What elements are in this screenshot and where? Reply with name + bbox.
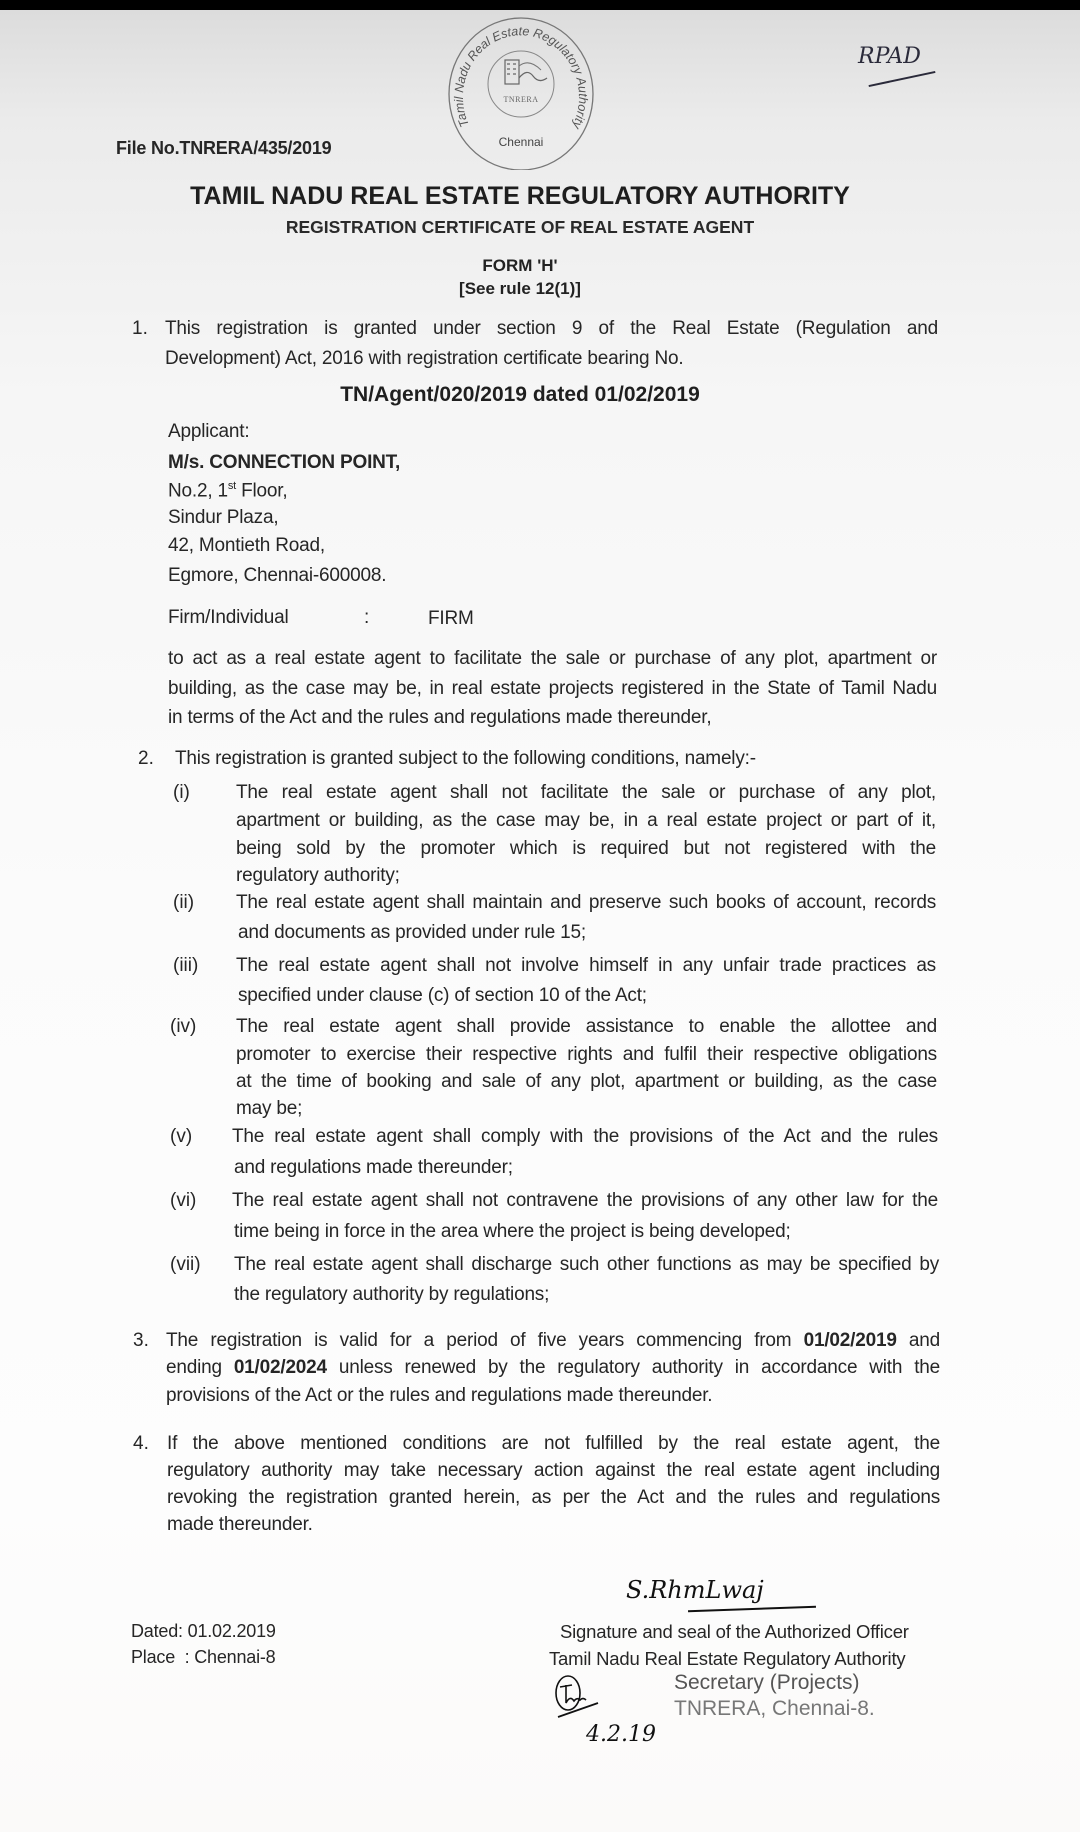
- condition-vii-label: (vii): [170, 1254, 201, 1275]
- address-line-4: Egmore, Chennai-600008.: [168, 565, 387, 586]
- para-1-number: 1.: [132, 318, 148, 339]
- para-4-line: regulatory authority may take necessary action against the real estate agent including: [167, 1460, 940, 1481]
- condition-vi-label: (vi): [170, 1190, 197, 1211]
- condition-i-line: apartment or building, as the case may be, in a real estate project or part of it,: [236, 810, 936, 831]
- firm-individual-separator: :: [364, 607, 370, 628]
- condition-iii-label: (iii): [173, 955, 199, 976]
- para-4-line: revoking the registration granted herein, as per the Act and the rules and regulations: [167, 1487, 940, 1508]
- para-3-line-2: ending 01/02/2024 unless renewed by the regulatory authority in accordance with the: [166, 1357, 941, 1378]
- rule-reference: [See rule 12(1)]: [459, 279, 581, 298]
- condition-iii-line: The real estate agent shall not involve himself in any unfair trade practices as: [236, 955, 936, 976]
- condition-iv-line: at the time of booking and sale of any plot, apartment or building, as the case: [236, 1071, 937, 1092]
- condition-ii-line: and documents as provided under rule 15;: [238, 922, 586, 943]
- initials-mark-icon: [550, 1673, 620, 1723]
- para-1-line-1: This registration is granted under section 9 of the Real Estate (Regulation and: [165, 318, 938, 339]
- condition-vii-line: the regulatory authority by regulations;: [234, 1284, 550, 1305]
- svg-text:Tamil Nadu Real Estate Regulat: Tamil Nadu Real Estate Regulatory Authority: [451, 24, 591, 131]
- firm-individual-value: FIRM: [428, 608, 474, 629]
- stamp-office: TNRERA, Chennai-8.: [674, 1697, 875, 1720]
- svg-text:Chennai: Chennai: [498, 135, 544, 149]
- condition-vi-line: The real estate agent shall not contravene the provisions of any other law for the: [232, 1190, 938, 1211]
- signature-label: Signature and seal of the Authorized Officer: [560, 1621, 909, 1642]
- para-3-line-3: provisions of the Act or the rules and regulations made thereunder.: [166, 1385, 713, 1406]
- condition-i-line: regulatory authority;: [236, 865, 400, 886]
- tnrera-seal-icon: [443, 14, 599, 170]
- para-1-line-2: Development) Act, 2016 with registration certificate bearing No.: [165, 348, 684, 369]
- para-3-line-1: The registration is valid for a period of five years commencing from 01/02/2019 and: [166, 1330, 940, 1351]
- address-line-3: 42, Montieth Road,: [168, 535, 325, 556]
- applicant-label: Applicant:: [168, 421, 250, 442]
- top-bar: [0, 0, 1080, 10]
- applicant-name: M/s. CONNECTION POINT,: [168, 452, 401, 473]
- purpose-line-3: in terms of the Act and the rules and regulations made thereunder,: [168, 707, 712, 728]
- condition-i-line: being sold by the promoter which is required but not registered with the: [236, 838, 936, 859]
- condition-v-line: The real estate agent shall comply with the provisions of the Act and the rules: [232, 1126, 938, 1147]
- condition-v-label: (v): [170, 1126, 193, 1147]
- condition-i-line: The real estate agent shall not facilitate the sale or purchase of any plot,: [236, 782, 936, 803]
- para-4-line: If the above mentioned conditions are not fulfilled by the real estate agent, the: [167, 1433, 940, 1454]
- condition-vi-line: time being in force in the area where the project is being developed;: [234, 1221, 791, 1242]
- document-title: TAMIL NADU REAL ESTATE REGULATORY AUTHORITY: [190, 182, 850, 210]
- para-2-intro: This registration is granted subject to the following conditions, namely:-: [175, 748, 756, 769]
- authority-name: Tamil Nadu Real Estate Regulatory Authority: [549, 1648, 906, 1669]
- handwritten-date: 4.2.19: [586, 1722, 656, 1747]
- condition-vii-line: The real estate agent shall discharge such other functions as may be specified by: [234, 1254, 939, 1275]
- firm-individual-label: Firm/Individual: [168, 607, 289, 628]
- condition-iv-line: may be;: [236, 1098, 303, 1119]
- document-subtitle: REGISTRATION CERTIFICATE OF REAL ESTATE AGENT: [285, 217, 755, 237]
- purpose-line-1: to act as a real estate agent to facilitate the sale or purchase of any plot, apartment or: [168, 648, 937, 669]
- para-4-line: made thereunder.: [167, 1514, 313, 1535]
- signature-stroke: [688, 1606, 816, 1612]
- file-number: File No.TNRERA/435/2019: [116, 138, 332, 158]
- officer-signature: S.Rhm‌Lwaj: [626, 1576, 764, 1604]
- form-label: FORM 'H': [482, 256, 558, 275]
- para-2-number: 2.: [138, 748, 154, 769]
- stamp-designation: Secretary (Projects): [674, 1671, 860, 1694]
- condition-i-label: (i): [173, 782, 190, 803]
- certificate-number: TN/Agent/020/2019 dated 01/02/2019: [340, 383, 700, 406]
- address-line-2: Sindur Plaza,: [168, 507, 279, 528]
- handwritten-rpad-note: RPAD: [858, 44, 921, 69]
- para-3-number: 3.: [133, 1330, 149, 1351]
- condition-iv-line: The real estate agent shall provide assistance to enable the allottee and: [236, 1016, 937, 1037]
- condition-iv-label: (iv): [170, 1016, 197, 1037]
- condition-ii-line: The real estate agent shall maintain and preserve such books of account, records: [236, 892, 936, 913]
- condition-iii-line: specified under clause (c) of section 10 of the Act;: [238, 985, 647, 1006]
- para-4-number: 4.: [133, 1433, 149, 1454]
- condition-iv-line: promoter to exercise their respective rights and fulfil their respective obligations: [236, 1044, 937, 1065]
- condition-ii-label: (ii): [173, 892, 195, 913]
- purpose-line-2: building, as the case may be, in real estate projects registered in the State of Tamil Nadu: [168, 678, 937, 699]
- rpad-underline: [869, 71, 936, 87]
- condition-v-line: and regulations made thereunder;: [234, 1157, 513, 1178]
- place-text: Place : Chennai-8: [131, 1647, 276, 1667]
- dated-text: Dated: 01.02.2019: [131, 1621, 276, 1641]
- address-line-1: No.2, 1st Floor,: [168, 480, 288, 502]
- svg-text:TNRERA: TNRERA: [503, 95, 539, 104]
